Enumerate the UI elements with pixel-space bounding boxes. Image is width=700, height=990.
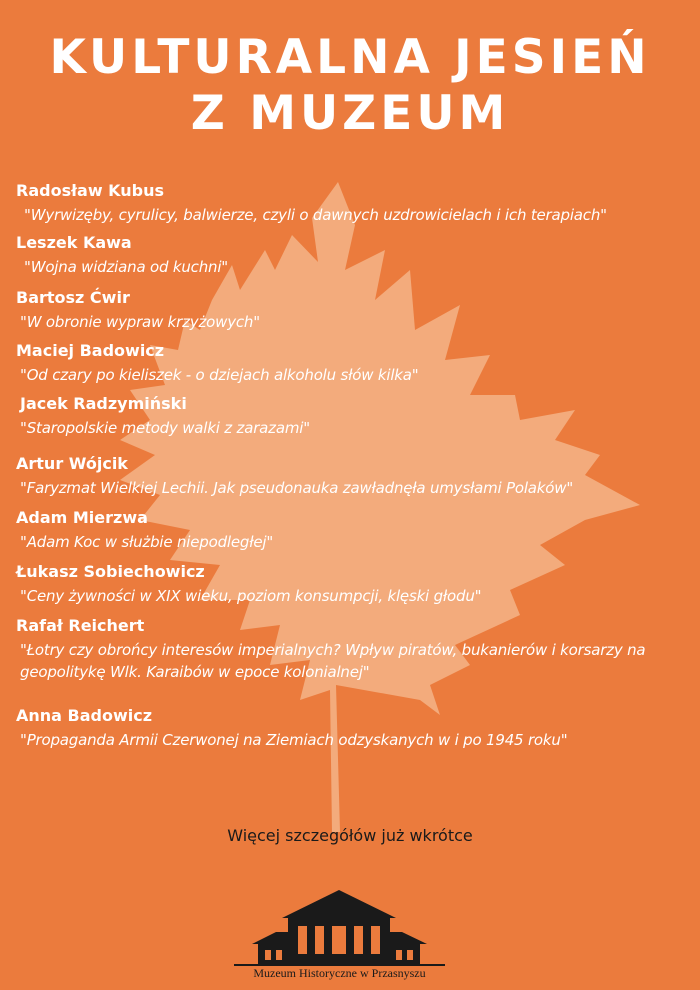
museum-name: Muzeum Historyczne w Przasnyszu: [253, 966, 426, 980]
speaker-name: Rafał Reichert: [16, 616, 145, 635]
lecture-item: [16, 706, 686, 751]
speaker-name: Bartosz Ćwir: [16, 288, 130, 307]
lecture-item: [16, 454, 686, 499]
speaker-name: Artur Wójcik: [16, 454, 128, 473]
lecture-item: [20, 394, 690, 439]
speaker-name: Anna Badowicz: [16, 706, 153, 725]
lecture-title: "Łotry czy obrońcy interesów imperialnych? Wpływ piratów, bukanierów i korsarzy na geopolitykę Wlk. Karaibów w epoce kolonialnej": [20, 641, 646, 681]
lecture-title: "Od czary po kieliszek - o dziejach alkoholu słów kilka": [20, 366, 419, 384]
speaker-name: Radosław Kubus: [16, 181, 165, 200]
speaker-name: Adam Mierzwa: [16, 508, 148, 527]
lecture-title: "Ceny żywności w XIX wieku, poziom konsumpcji, klęski głodu": [20, 587, 482, 605]
lecture-item: [16, 508, 686, 553]
lecture-item: [16, 181, 686, 226]
lecture-title: "Faryzmat Wielkiej Lechii. Jak pseudonauka zawładnęła umysłami Polaków": [20, 479, 574, 497]
lecture-item: [16, 616, 686, 683]
lecture-title: "Propaganda Armii Czerwonej na Ziemiach odzyskanych w i po 1945 roku": [20, 731, 568, 749]
lecture-item: [16, 233, 686, 278]
poster-title-line-1: KULTURALNA JESIEŃ: [49, 30, 651, 85]
lecture-title: "W obronie wypraw krzyżowych": [20, 313, 260, 331]
lecture-title: "Staropolskie metody walki z zarazami": [20, 419, 310, 437]
lecture-item: [16, 288, 686, 333]
more-info-text: Więcej szczegółów już wkrótce: [227, 826, 473, 845]
speaker-name: Maciej Badowicz: [16, 341, 165, 360]
speaker-name: Jacek Radzymiński: [20, 394, 187, 413]
speaker-name: Leszek Kawa: [16, 233, 132, 252]
poster-title-line-2: Z MUZEUM: [190, 86, 510, 141]
lecture-item: [16, 562, 686, 607]
lecture-title: "Wojna widziana od kuchni": [24, 258, 228, 276]
lecture-title: "Wyrwizęby, cyrulicy, balwierze, czyli o dawnych uzdrowicielach i ich terapiach": [24, 206, 607, 224]
lecture-item: [16, 341, 686, 386]
speaker-name: Łukasz Sobiechowicz: [16, 562, 205, 581]
lecture-title: "Adam Koc w służbie niepodległej": [20, 533, 274, 551]
